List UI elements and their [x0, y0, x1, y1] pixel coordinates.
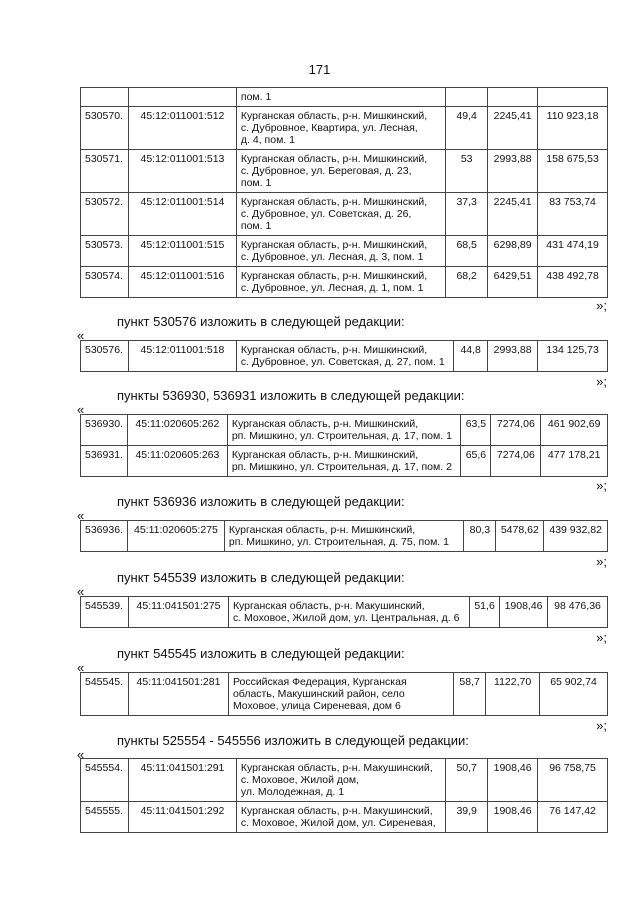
cell-address: Российская Федерация, Курганская область, Макушинский район, село Моховое, улица Сиреневая, дом 6	[228, 673, 453, 716]
cell-number: 530571.	[81, 150, 129, 193]
cell-price: 1908,46	[488, 802, 538, 833]
page-number: 171	[308, 62, 331, 77]
cell-number: 536931.	[81, 446, 128, 477]
cell-address: Курганская область, р-н. Мишкинский, рп. Мишкино, ул. Строительная, д. 75, пом. 1	[224, 521, 464, 552]
quote-open-3: «	[77, 508, 85, 523]
quote-close-1: »;	[596, 298, 607, 313]
cell-address: Курганская область, р-н. Мишкинский, с. Дубровное, ул. Советская, д. 26, пом. 1	[236, 193, 445, 236]
cell-cadastral: 45:11:041501:275	[128, 597, 228, 628]
table-row	[81, 759, 608, 802]
cell-cadastral: 45:11:041501:292	[128, 802, 236, 833]
cell-area: 49,4	[446, 107, 488, 150]
table-2	[80, 340, 608, 372]
cell-area: 53	[446, 150, 488, 193]
cell-total: 158 675,53	[538, 150, 608, 193]
cell-total: 83 753,74	[538, 193, 608, 236]
cell-cadastral: 45:12:011001:516	[128, 267, 236, 298]
table-2-body	[81, 341, 608, 372]
table-6	[80, 672, 608, 716]
quote-open-2: «	[77, 402, 85, 417]
quote-open-4: «	[77, 584, 85, 599]
cell-total: 439 932,82	[544, 521, 608, 552]
paragraph-2: пункты 536930, 536931 изложить в следующей редакции:	[117, 388, 465, 403]
cell-address: Курганская область, р-н. Мишкинский, рп. Мишкино, ул. Строительная, д. 17, пом. 1	[227, 415, 461, 446]
table-row	[81, 521, 608, 552]
table-row	[81, 193, 608, 236]
quote-open-5: «	[77, 660, 85, 675]
table-6-body	[81, 673, 608, 716]
quote-open-6: «	[77, 747, 85, 762]
table-row	[81, 446, 608, 477]
table-row	[81, 150, 608, 193]
cell-area: 68,2	[446, 267, 488, 298]
cell-total: 431 474,19	[538, 236, 608, 267]
cell-area: 80,3	[464, 521, 496, 552]
cell-number: 536930.	[81, 415, 128, 446]
table-row	[81, 267, 608, 298]
cell-address: Курганская область, р-н. Макушинский, с. Моховое, Жилой дом, ул. Сиреневая,	[236, 802, 445, 833]
cell-number: 545545.	[81, 673, 129, 716]
cell-number: 545555.	[81, 802, 129, 833]
cell-area: 65,6	[461, 446, 491, 477]
cell-price	[488, 88, 538, 107]
cell-cadastral: 45:12:011001:515	[128, 236, 236, 267]
cell-cadastral	[128, 88, 236, 107]
table-row	[81, 415, 608, 446]
quote-close-5: »;	[596, 630, 607, 645]
table-3	[80, 414, 608, 477]
cell-address: Курганская область, р-н. Мишкинский, с. Дубровное, ул. Лесная, д. 1, пом. 1	[236, 267, 445, 298]
table-row	[81, 107, 608, 150]
paragraph-1: пункт 530576 изложить в следующей редакции:	[117, 314, 405, 329]
cell-total: 110 923,18	[538, 107, 608, 150]
table-3-body	[81, 415, 608, 477]
cell-cadastral: 45:11:020605:262	[127, 415, 227, 446]
table-7-body	[81, 759, 608, 833]
cell-address: Курганская область, р-н. Мишкинский, с. Дубровное, ул. Лесная, д. 3, пом. 1	[236, 236, 445, 267]
table-5-body	[81, 597, 608, 628]
cell-area: 39,9	[446, 802, 488, 833]
cell-number: 530576.	[81, 341, 129, 372]
table-row	[81, 236, 608, 267]
table-1-body	[81, 88, 608, 298]
cell-address: Курганская область, р-н. Мишкинский, с. Дубровное, ул. Береговая, д. 23, пом. 1	[236, 150, 445, 193]
cell-cadastral: 45:12:011001:518	[128, 341, 236, 372]
cell-price: 1122,70	[486, 673, 540, 716]
table-row	[81, 673, 608, 716]
cell-area	[446, 88, 488, 107]
cell-total: 76 147,42	[538, 802, 608, 833]
cell-address: Курганская область, р-н. Макушинский, с. Моховое, Жилой дом, ул. Центральная, д. 6	[228, 597, 469, 628]
paragraph-4: пункт 545539 изложить в следующей редакции:	[117, 570, 405, 585]
table-7	[80, 758, 608, 833]
cell-area: 37,3	[446, 193, 488, 236]
table-5	[80, 596, 608, 628]
cell-price: 5478,62	[496, 521, 544, 552]
cell-cadastral: 45:11:041501:281	[128, 673, 228, 716]
cell-number: 530570.	[81, 107, 129, 150]
cell-number	[81, 88, 129, 107]
cell-number: 545539.	[81, 597, 129, 628]
cell-price: 2993,88	[488, 341, 538, 372]
table-row	[81, 341, 608, 372]
table-4	[80, 520, 608, 552]
paragraph-5: пункт 545545 изложить в следующей редакции:	[117, 646, 405, 661]
cell-total: 461 902,69	[541, 415, 608, 446]
cell-cadastral: 45:12:011001:514	[128, 193, 236, 236]
quote-open-1: «	[77, 328, 85, 343]
cell-address: Курганская область, р-н. Макушинский, с. Моховое, Жилой дом, ул. Молодежная, д. 1	[236, 759, 445, 802]
cell-total: 98 476,36	[548, 597, 608, 628]
cell-area: 63,5	[461, 415, 491, 446]
table-1	[80, 87, 608, 298]
cell-cadastral: 45:11:020605:263	[127, 446, 227, 477]
cell-price: 6429,51	[488, 267, 538, 298]
table-4-body	[81, 521, 608, 552]
cell-number: 530572.	[81, 193, 129, 236]
cell-cadastral: 45:11:020605:275	[127, 521, 224, 552]
cell-total: 477 178,21	[541, 446, 608, 477]
paragraph-3: пункт 536936 изложить в следующей редакции:	[117, 494, 405, 509]
table-row	[81, 88, 608, 107]
cell-price: 7274,06	[491, 446, 541, 477]
cell-area: 68,5	[446, 236, 488, 267]
quote-close-4: »;	[596, 554, 607, 569]
table-row	[81, 802, 608, 833]
cell-area: 50,7	[446, 759, 488, 802]
cell-number: 545554.	[81, 759, 129, 802]
cell-total: 65 902,74	[540, 673, 608, 716]
cell-price: 7274,06	[491, 415, 541, 446]
cell-number: 536936.	[81, 521, 128, 552]
cell-area: 58,7	[454, 673, 486, 716]
cell-cadastral: 45:11:041501:291	[128, 759, 236, 802]
cell-price: 2245,41	[488, 107, 538, 150]
table-row	[81, 597, 608, 628]
cell-cadastral: 45:12:011001:512	[128, 107, 236, 150]
cell-address: Курганская область, р-н. Мишкинский, рп. Мишкино, ул. Строительная, д. 17, пом. 2	[227, 446, 461, 477]
cell-price: 2993,88	[488, 150, 538, 193]
cell-price: 1908,46	[488, 759, 538, 802]
cell-address: пом. 1	[236, 88, 445, 107]
cell-number: 530574.	[81, 267, 129, 298]
cell-address: Курганская область, р-н. Мишкинский, с. Дубровное, Квартира, ул. Лесная, д. 4, пом. 1	[236, 107, 445, 150]
cell-total: 96 758,75	[538, 759, 608, 802]
cell-address: Курганская область, р-н. Мишкинский, с. Дубровное, ул. Советская, д. 27, пом. 1	[236, 341, 453, 372]
cell-number: 530573.	[81, 236, 129, 267]
quote-close-6: »;	[596, 718, 607, 733]
cell-area: 51,6	[470, 597, 500, 628]
paragraph-6: пункты 525554 - 545556 изложить в следующей редакции:	[117, 733, 469, 748]
cell-price: 2245,41	[488, 193, 538, 236]
quote-close-3: »;	[596, 478, 607, 493]
cell-total: 134 125,73	[538, 341, 608, 372]
cell-price: 6298,89	[488, 236, 538, 267]
quote-close-2: »;	[596, 374, 607, 389]
cell-total: 438 492,78	[538, 267, 608, 298]
cell-cadastral: 45:12:011001:513	[128, 150, 236, 193]
cell-area: 44,8	[454, 341, 488, 372]
cell-price: 1908,46	[500, 597, 548, 628]
cell-total	[538, 88, 608, 107]
